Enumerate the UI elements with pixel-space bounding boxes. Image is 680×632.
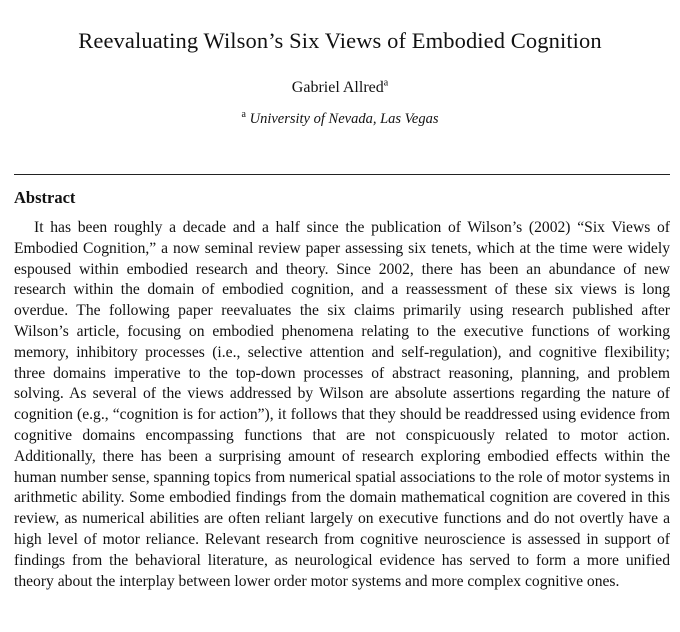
- author-line: [0, 78, 680, 98]
- affiliation-line: [0, 110, 680, 128]
- paper-title: Reevaluating Wilson’s Six Views of Embodied Cognition: [78, 28, 602, 53]
- abstract-heading: Abstract: [14, 188, 76, 207]
- abstract-body: It has been roughly a decade and a half since the publication of Wilson’s (2002) “Six Views of Embodied Cognition,” a now seminal review paper assessing six tenets, which at the time were widely espoused within embodied research and theory. Since 2002, there has been an abundance of new research within the domain of embodied cognition, and a reassessment of these six views is long overdue. The following paper reevaluates the six claims primarily using research published after Wilson’s article, focusing on embodied phenomena relating to the executive functions of working memory, inhibitory processes (i.e., selective attention and self-regulation), and cognitive flexibility; three domains imperative to the top-down processes of abstract reasoning, planning, and problem solving. As several of the views addressed by Wilson are absolute assertions regarding the nature of cognition (e.g., “cognition is for action”), it follows that they should be readdressed using evidence from cognitive domains encompassing functions that are not conspicuously related to motor action. Additionally, there has been a surprising amount of research exploring embodied effects within the human number sense, spanning topics from numerical spatial associations to the role of motor systems in arithmetic ability. Some embodied findings from the domain mathematical cognition are covered in this review, as numerical abilities are often reliant largely on executive functions and do not overtly have a high level of motor reliance. Relevant research from cognitive neuroscience is assessed in support of findings from the behavioral literature, as neurological evidence has served to form a more unified theory about the interplay between lower order motor systems and more complex cognitive ones.: [14, 219, 670, 590]
- affiliation-marker: a: [241, 109, 246, 121]
- horizontal-rule: [14, 174, 670, 175]
- author-affiliation-marker: a: [383, 77, 389, 89]
- author-name: Gabriel Allred: [291, 79, 384, 96]
- affiliation-name: University of Nevada, Las Vegas: [249, 111, 439, 127]
